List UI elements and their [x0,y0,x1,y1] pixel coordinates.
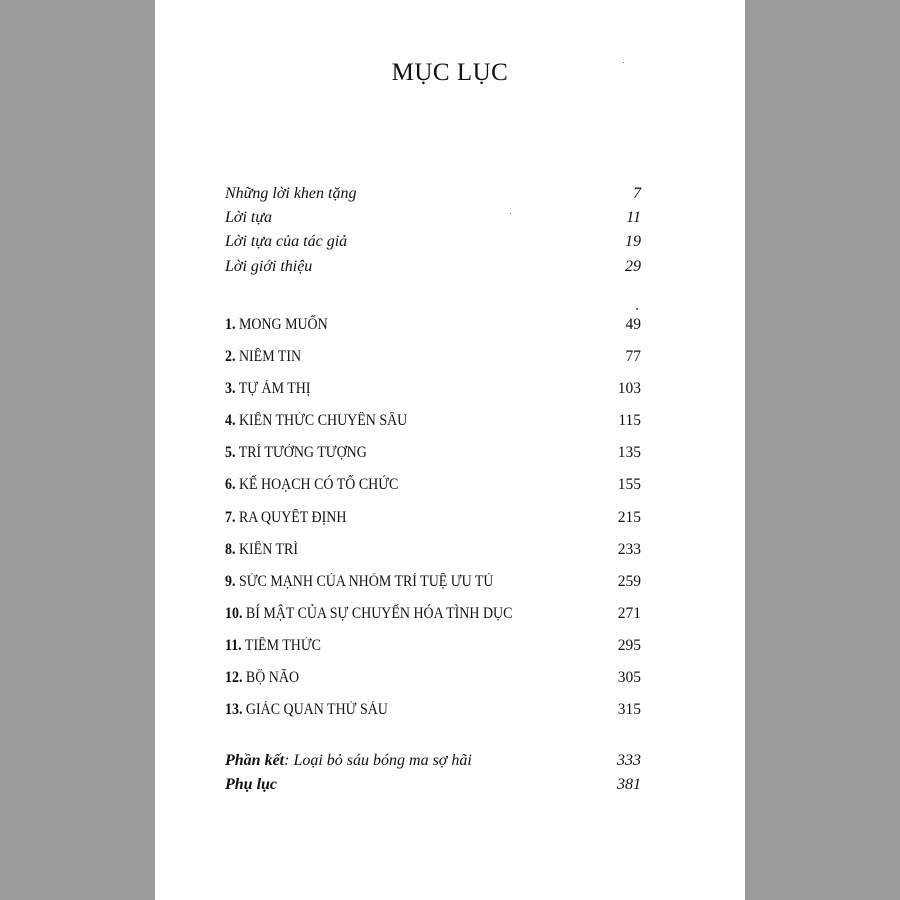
toc-entry-page: 29 [625,258,641,275]
scan-speck [623,62,624,63]
chapter-entry [225,540,641,560]
chapter-number: 10. [225,605,243,622]
chapter-number: 2. [225,348,236,365]
toc-entry-afterword [225,751,641,771]
toc-entry-label: Lời tựa [225,209,273,226]
toc-entry-label: Lời tựa của tác giả [225,233,348,250]
chapter-title: GIÁC QUAN THỨ SÁU [245,701,388,718]
chapter-title: RA QUYẾT ĐỊNH [238,509,347,526]
chapter-number: 7. [225,509,236,526]
chapter-page: 135 [617,444,641,461]
chapter-entry [225,572,641,592]
chapter-entry [225,636,641,656]
toc-entry-page: 19 [625,233,641,250]
chapter-page: 77 [625,348,641,365]
chapter-page: 215 [617,509,641,526]
chapter-entry [225,379,641,399]
appendix-page: 381 [617,776,641,793]
toc-entry-page: 11 [626,209,641,226]
chapter-page: 295 [617,637,641,654]
scan-speck [636,308,638,310]
chapter-title: TRÍ TƯỞNG TƯỢNG [238,444,367,461]
afterword-prefix: Phần kết [225,752,285,769]
chapter-page: 315 [617,701,641,718]
chapter-title: BỘ NÃO [245,669,300,686]
chapter-entry [225,668,641,688]
chapter-entry [225,315,641,335]
toc-entry [225,208,641,228]
chapter-entry [225,443,641,463]
page-title: MỤC LỤC [391,59,509,86]
chapter-entry [225,347,641,367]
toc-entry-label: Lời giới thiệu [225,258,313,275]
chapter-page: 103 [617,380,641,397]
chapter-page: 155 [617,476,641,493]
chapter-number: 8. [225,541,236,558]
chapter-page: 305 [617,669,641,686]
appendix-label: Phụ lục [225,776,278,793]
toc-entry-label: Những lời khen tặng [225,185,357,202]
chapter-title: TỰ ÁM THỊ [238,380,311,397]
chapter-number: 13. [225,701,243,718]
chapter-entry [225,475,641,495]
chapter-page: 115 [618,412,641,429]
chapter-number: 4. [225,412,236,429]
toc-entry [225,184,641,204]
chapter-number: 11. [225,637,242,654]
chapter-entry [225,700,641,720]
chapter-page: 49 [625,316,641,333]
chapter-page: 271 [617,605,641,622]
afterword-label: : Loại bỏ sáu bóng ma sợ hãi [284,752,472,769]
chapter-page: 259 [617,573,641,590]
chapter-entry [225,508,641,528]
chapter-number: 5. [225,444,236,461]
chapter-title: KẾ HOẠCH CÓ TỔ CHỨC [238,476,399,493]
chapter-title: NIỀM TIN [238,348,302,365]
chapter-number: 6. [225,476,236,493]
afterword-page: 333 [617,752,641,769]
chapter-title: SỨC MẠNH CỦA NHÓM TRÍ TUỆ ƯU TÚ [238,573,494,590]
chapter-entry [225,604,641,624]
chapter-title: TIỀM THỨC [244,637,321,654]
chapter-number: 9. [225,573,236,590]
book-page [155,0,745,900]
chapter-title: MONG MUỐN [238,316,328,333]
chapter-entry [225,411,641,431]
toc-entry-page: 7 [633,185,641,202]
chapter-title: KIẾN THỨC CHUYÊN SÂU [238,412,408,429]
chapter-number: 3. [225,380,236,397]
chapter-title: KIÊN TRÌ [238,541,298,558]
toc-entry [225,257,641,277]
scan-speck [510,213,511,214]
chapter-number: 12. [225,669,243,686]
toc-entry-appendix [225,775,641,795]
chapter-title: BÍ MẬT CỦA SỰ CHUYỂN HÓA TÌNH DỤC [245,605,513,622]
chapter-page: 233 [617,541,641,558]
toc-entry [225,232,641,252]
chapter-number: 1. [225,316,236,333]
